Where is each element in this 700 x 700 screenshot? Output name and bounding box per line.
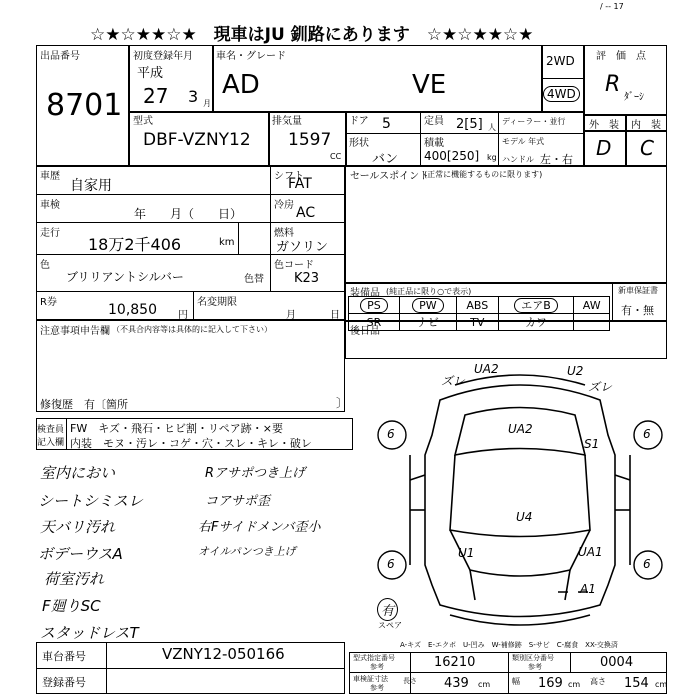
cert-ref: 参考 — [370, 684, 384, 692]
repair-value: 有〔箇所 — [84, 398, 128, 411]
hand-note-r1: Rアサポつき上げ — [205, 466, 306, 481]
mileage-label: 走行 — [40, 228, 60, 239]
name-change-day: 日 — [330, 310, 340, 321]
lot-label: 出品番号 — [40, 51, 80, 62]
height: 154 — [624, 676, 649, 691]
tire-rear-left: 6 — [387, 557, 395, 571]
inspector-label-bottom: 記入欄 — [37, 438, 65, 448]
drive-2wd: 2WD — [546, 54, 575, 68]
length: 439 — [444, 676, 469, 691]
shape: バン — [372, 152, 399, 167]
fitted-items-label: 後日品 — [350, 326, 380, 337]
load: 400[250] — [424, 149, 480, 163]
capacity: 2[5] — [456, 117, 483, 132]
warranty-label: 新車保証書 — [618, 286, 658, 295]
class-ref: 参考 — [528, 663, 542, 671]
notes-sub: （不具合内容等は具体的に記入して下さい） — [112, 325, 272, 334]
width-unit: cm — [568, 680, 581, 689]
mark-s1: S1 — [584, 437, 600, 451]
lot-number: 8701 — [46, 88, 123, 123]
hand-note-4: ボデーウスA — [38, 545, 123, 563]
equip-pw: PW — [399, 297, 456, 314]
mark-u1: U1 — [458, 546, 475, 560]
width: 169 — [538, 676, 563, 691]
recycle-label: R券 — [40, 297, 57, 308]
equip-tv: TV — [456, 314, 498, 331]
length-unit: cm — [478, 680, 491, 689]
displacement-unit: CC — [330, 152, 342, 161]
capacity-unit: 人 — [488, 123, 496, 132]
model-year-label: モデル 年式 — [502, 137, 545, 146]
month: 3 — [188, 87, 199, 106]
color: ブリリアントシルバー — [66, 270, 184, 284]
inspection-label: 車検 — [40, 200, 60, 211]
type-code: DBF-VZNY12 — [143, 130, 251, 150]
sales-points-note: (正常に機能するものに限ります) — [424, 170, 543, 179]
equip-abs: ABS — [456, 297, 498, 314]
recycle: 10,850 — [108, 302, 157, 318]
year: 27 — [143, 84, 169, 108]
hand-note-2: シートシミスレ — [38, 492, 144, 510]
tire-front-right: 6 — [643, 427, 651, 441]
fitted-items-frame — [345, 321, 667, 359]
interior-grade: C — [640, 136, 654, 160]
name-change-month: 月 — [286, 310, 296, 321]
color-code: K23 — [294, 271, 320, 286]
class: 0004 — [600, 655, 634, 670]
exterior-label: 外 装 — [589, 120, 619, 131]
month-unit: 月 — [203, 99, 211, 108]
type-spec-ref: 参考 — [370, 663, 384, 671]
warranty: 有・無 — [621, 304, 654, 317]
shape-label: 形状 — [349, 138, 369, 149]
hand-note-5: 荷室汚れ — [44, 570, 105, 588]
repair-label: 修復歴 — [40, 398, 73, 411]
mark-ua2-front: UA2 — [474, 362, 499, 376]
height-label: 高さ — [590, 677, 606, 686]
handle: 左・右 — [540, 153, 573, 166]
equip-leather: カワ — [498, 314, 574, 331]
chassis-value: VZNY12-050166 — [162, 645, 285, 663]
corner-note: / -- 17 — [600, 2, 624, 11]
color-label: 色 — [40, 260, 50, 271]
first-reg-label: 初度登録年月 — [133, 51, 193, 62]
hand-note-r2: コアサポ歪 — [205, 494, 271, 509]
spare-sub: スペア — [378, 621, 402, 630]
ac: AC — [296, 205, 316, 221]
mark-ua1: UA1 — [578, 545, 603, 559]
notes-label: 注意事項申告欄 — [40, 326, 110, 337]
fuel: ガソリン — [276, 240, 329, 255]
mark-u4: U4 — [516, 510, 533, 524]
score-value: R — [605, 72, 621, 97]
equip-ps: PS — [349, 297, 400, 314]
hand-note-6: F廻りSC — [42, 597, 101, 615]
capacity-label: 定員 — [424, 116, 444, 127]
class-label: 類別区分番号 — [512, 654, 554, 662]
drive-4wd: 4WD — [543, 86, 580, 102]
color-change-label: 色替 — [244, 274, 264, 285]
hand-note-7: スタッドレスT — [40, 624, 139, 642]
equip-navi: ナビ — [399, 314, 456, 331]
chassis-label: 車台番号 — [42, 650, 86, 663]
shift: FAT — [288, 176, 312, 192]
color-code-label: 色コード — [274, 260, 314, 271]
history-label: 車歴 — [40, 171, 60, 182]
doors-label: ドア — [349, 116, 369, 127]
shift-label: シフト — [274, 171, 304, 182]
height-unit: cm — [655, 680, 668, 689]
interior-label: 内 装 — [631, 120, 661, 131]
grade: VE — [412, 70, 447, 100]
mark-u2: U2 — [567, 364, 584, 378]
equipment-note: (純正品に限り○で表示) — [386, 287, 472, 296]
sales-points-frame — [345, 166, 667, 283]
width-label: 幅 — [512, 677, 520, 686]
car-diagram — [370, 360, 670, 640]
mark-zure-right: ズレ — [588, 380, 613, 394]
recycle-unit: 円 — [178, 310, 188, 321]
mark-ua2-roof: UA2 — [508, 422, 533, 436]
equip-aw: AW — [574, 297, 610, 314]
score-note: ﾀﾞｰｼ — [624, 92, 644, 103]
handle-label: ハンドル — [502, 155, 534, 164]
cert-label: 車検証寸法 — [353, 675, 388, 683]
tire-rear-right: 6 — [643, 557, 651, 571]
banner: ☆★☆★★☆★ 現車はJU 釧路にあります ☆★☆★★☆★ — [90, 25, 534, 45]
model-grade-label: 車名・グレード — [216, 51, 286, 62]
inspector-label-top: 検査員 — [37, 425, 65, 435]
length-label: 長さ — [403, 677, 417, 685]
doors: 5 — [382, 116, 391, 132]
mark-zure-left: ズレ — [441, 374, 466, 388]
diagram-legend: A-キズ E-エクボ U-凹み W-補修跡 S-サビ C-腐食 XX-交換済 — [400, 641, 618, 649]
era: 平成 — [137, 66, 164, 81]
history: 自家用 — [70, 178, 112, 194]
equip-sr: SR — [349, 314, 400, 331]
make: AD — [222, 70, 260, 100]
mark-a1: A1 — [580, 582, 596, 596]
inspector-row1: FW キズ・飛石・ヒビ割・リペア跡・×要 — [70, 422, 283, 435]
displacement: 1597 — [288, 130, 332, 150]
load-label: 積載 — [424, 138, 444, 149]
load-unit: kg — [487, 153, 497, 162]
dealer-import-label: ディーラー・並行 — [502, 117, 566, 126]
hand-note-r3: 右Fサイドメンバ歪小 — [198, 520, 321, 535]
displacement-label: 排気量 — [272, 116, 302, 127]
name-change-label: 名変期限 — [197, 297, 237, 308]
hand-note-3: 天バリ汚れ — [40, 518, 116, 536]
equipment-label: 装備品 — [350, 288, 380, 299]
reg-label: 登録番号 — [42, 676, 86, 689]
spare-mark: 有 — [377, 598, 398, 621]
equip-airbag: エアB — [498, 297, 574, 314]
type-spec: 16210 — [434, 655, 476, 670]
type-label: 型式 — [133, 116, 153, 127]
fuel-label: 燃料 — [274, 228, 294, 239]
type-spec-label: 型式指定番号 — [353, 654, 395, 662]
inspection: 年 月（ 日） — [134, 207, 243, 221]
exterior-grade: D — [596, 136, 612, 160]
sales-points-label: セールスポイント — [350, 171, 430, 182]
tire-front-left: 6 — [387, 427, 395, 441]
hand-note-1: 室内におい — [40, 464, 116, 482]
ac-label: 冷房 — [274, 200, 294, 211]
mileage: 18万2千406 — [88, 235, 182, 254]
score-label: 評 価 点 — [596, 51, 646, 62]
inspector-row2: 内装 モヌ・汚レ・コゲ・穴・スレ・キレ・破レ — [70, 437, 312, 450]
hand-note-r4: オイルパンつき上げ — [198, 545, 296, 558]
mileage-unit: km — [219, 237, 235, 248]
